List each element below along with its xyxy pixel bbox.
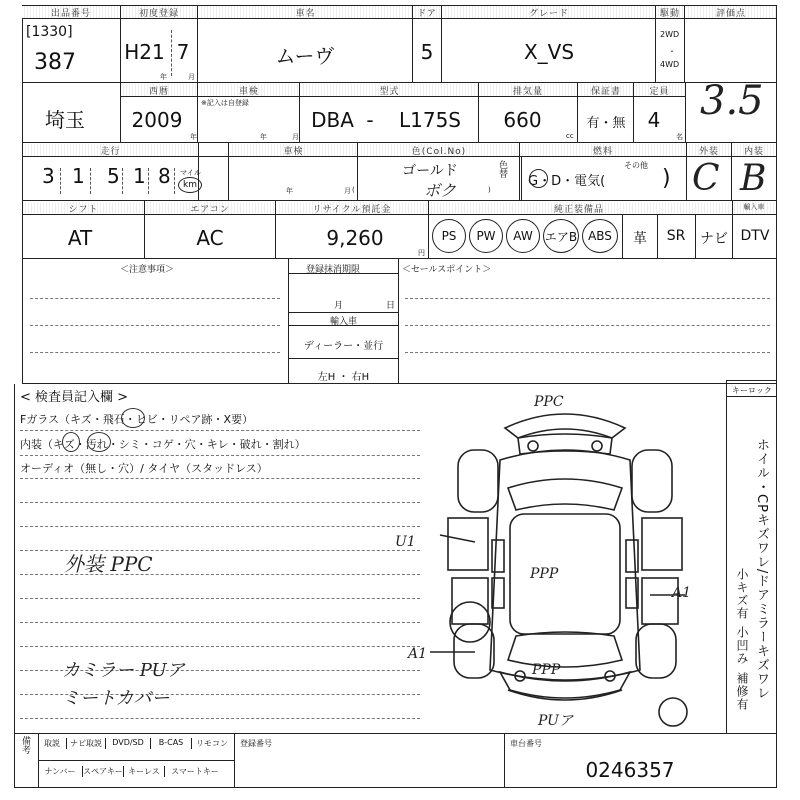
warranty-value: 有・無	[586, 116, 626, 131]
inspector-interior: 内装（キズ・汚れ・シミ・コゲ・穴・キレ・破れ・割れ）	[20, 438, 306, 451]
first-reg-month: 7	[176, 40, 190, 64]
inspector-title: < 検査員記入欄 >	[20, 390, 129, 405]
interior-circle-mark-1	[62, 432, 80, 452]
docs-row-2: ナンバー スペアキー キーレス スマートキー	[38, 766, 234, 777]
grade-header: グレード	[443, 6, 655, 18]
side-small-1: 小キズ有	[735, 568, 749, 620]
key-lock-label: キーロック	[732, 386, 772, 395]
mark-front: PPC	[534, 394, 564, 410]
exterior-header: 外装	[687, 144, 731, 156]
note-seat: ミートカバー	[62, 688, 170, 709]
import-steering: 左H ・ 右H	[317, 372, 370, 383]
interior-header: 内装	[732, 144, 776, 156]
warranty-header: 保証書	[579, 84, 633, 96]
sales-point-header: ＜セールスポイント＞	[402, 265, 492, 275]
mileage-header: 走行	[23, 144, 198, 156]
exterior-grade: C	[692, 158, 720, 199]
grade-value: X_VS	[523, 40, 575, 64]
fuel-header: 燃料	[520, 144, 686, 156]
chassis-number: 0246357	[585, 758, 675, 782]
color-handwritten: ボク	[424, 181, 457, 200]
lot-header: 出品番号	[22, 6, 120, 18]
equipment-airbag: エアB	[543, 219, 579, 253]
notes-section	[22, 259, 777, 384]
model-type-code: L175S	[398, 108, 461, 132]
mark-rear: PPP	[532, 662, 561, 678]
model-name: ムーヴ	[275, 44, 335, 68]
mileage-unit: km	[178, 177, 202, 193]
equipment-abs: ABS	[582, 219, 618, 253]
equipment-aw: AW	[506, 219, 540, 253]
interior-grade: B	[740, 158, 767, 199]
inspector-glass: Fガラス（キズ・飛石・ヒビ・リペア跡・X要）	[20, 413, 254, 426]
recycle-value: 9,260	[326, 226, 384, 250]
mark-left-front: U1	[395, 534, 416, 550]
capacity-value: 4	[647, 108, 661, 132]
model-type-prefix: DBA	[311, 108, 354, 132]
color-change-label: 色替	[497, 160, 507, 178]
shift-header: シフト	[23, 202, 144, 214]
interior-circle-mark-2	[87, 432, 111, 452]
aircon-header: エアコン	[145, 202, 275, 214]
color-value: ゴールド	[402, 163, 458, 179]
docs-row-1: 取説 ナビ取説 DVD/SD B-CAS リモコン	[38, 738, 234, 749]
inspection-header: 車検	[199, 84, 299, 96]
year-ad: 2009	[131, 108, 183, 132]
drive-header: 駆動	[656, 6, 684, 18]
inspector-audio: オーディオ（無し・穴）/ タイヤ（スタッドレス）	[20, 462, 268, 475]
side-text: ホイル・CPキズワレ/ドアミラーキズワレ	[754, 438, 769, 701]
equipment-dtv: DTV	[740, 228, 770, 244]
mark-right: A1	[672, 585, 692, 601]
equipment-leather: 革	[633, 231, 647, 247]
fuel-gas-circle	[529, 169, 548, 188]
import-dealer: ディーラー・並行	[303, 341, 384, 352]
car-damage-diagram	[400, 390, 730, 730]
shift-value: AT	[67, 226, 93, 250]
import-title: 輸入車	[329, 317, 357, 327]
capacity-header: 定員	[634, 84, 685, 96]
auction-sheet: 出品番号 初度登録 車名 ドア グレード 駆動 評価点 [1330] 387 H21 7 年 月 ムーヴ 5 X_VS 2WD ・ 4WD 西暦 車検 型式 排気量 保証書 定員 埼玉 2009 年 ※記入は自登録 年 月 DBA - L175S 660 cc 有・無 4 名 3.5 走行 車検 色(Col.No) 燃料 外装 内装 3 1 5 1 8 マイル km 年 月 ( ゴールド ボク ) 色替 G・D・電気( その他 ) C B シフト エアコン リサイクル預託金 純正装備品 輸入車 AT AC 9,260 円 PS PW AW エアB ABS 革 SR ナビ DTV ＜注意事項＞ 登録抹消期限 ＜セールスポイント＞ 月 日 輸入車 ディーラー・並行 左H ・ 右H < 検査員記入欄 > Fガラス（キズ・飛石・ヒビ・リペア跡・X要） 内装（キズ・汚れ・シミ・コゲ・穴・キレ・破れ・割れ） オーディオ（無し・穴）/ タイヤ（スタッドレス） 外装 PPC カミラー PUア ミートカバー キーロック ホイル・CPキズワレ/ドアミラーキズワレ 小キズ有 小凹み 補修有 PPC U1 PPP A1 A1 PPP PUア 備考 取説 ナビ取説 DVD/SD B-CAS リモコン ナンバー スペアキー キーレス スマートキー 登録番号 車台番号 0246357	[0, 0, 800, 800]
notes-header: ＜注意事項＞	[120, 265, 175, 275]
color-header: 色(Col.No)	[359, 144, 519, 156]
fuel-options: G・D・電気(	[528, 174, 606, 189]
reg-no-label: 登録番号	[240, 739, 272, 748]
side-small-3: 補修有	[735, 672, 749, 711]
import-header: 輸入車	[732, 202, 776, 214]
recycle-header: リサイクル預託金	[277, 202, 427, 214]
model-type-header: 型式	[301, 84, 478, 96]
equipment-header: 純正装備品	[429, 202, 729, 214]
lot-code: [1330]	[26, 24, 73, 40]
deadline-header: 登録抹消期限	[306, 265, 361, 275]
displacement-header: 排気量	[479, 84, 577, 96]
year-ad-header: 西暦	[121, 84, 197, 96]
first-reg-header: 初度登録	[121, 6, 197, 18]
side-small-2: 小凹み	[735, 626, 749, 665]
first-reg-era: H21	[124, 40, 165, 64]
mark-roof: PPP	[530, 566, 559, 582]
doors-header: ドア	[413, 6, 441, 18]
aircon-value: AC	[196, 226, 224, 250]
chassis-label: 車台番号	[510, 739, 542, 748]
bottom-label: 備考	[20, 736, 30, 754]
lot-number: 387	[34, 50, 76, 75]
displacement-value: 660	[503, 108, 542, 132]
region: 埼玉	[45, 108, 85, 132]
equipment-ps: PS	[432, 219, 466, 253]
note-camera: カミラー PUア	[62, 660, 185, 681]
equipment-pw: PW	[469, 219, 503, 253]
score-handwritten: 3.5	[700, 78, 764, 124]
equipment-navi: ナビ	[700, 231, 728, 247]
mark-left-rear: A1	[408, 646, 428, 662]
model-name-header: 車名	[199, 6, 412, 18]
inspection-note: ※記入は自登録	[201, 99, 249, 107]
equipment-sunroof: SR	[666, 228, 686, 244]
glass-circle-mark	[121, 408, 145, 428]
doors-value: 5	[420, 40, 434, 64]
inspection-header-2: 車検	[230, 144, 357, 156]
score-header: 評価点	[686, 6, 776, 18]
note-exterior: 外装 PPC	[64, 552, 153, 576]
mark-rear-bumper: PUア	[538, 713, 573, 729]
